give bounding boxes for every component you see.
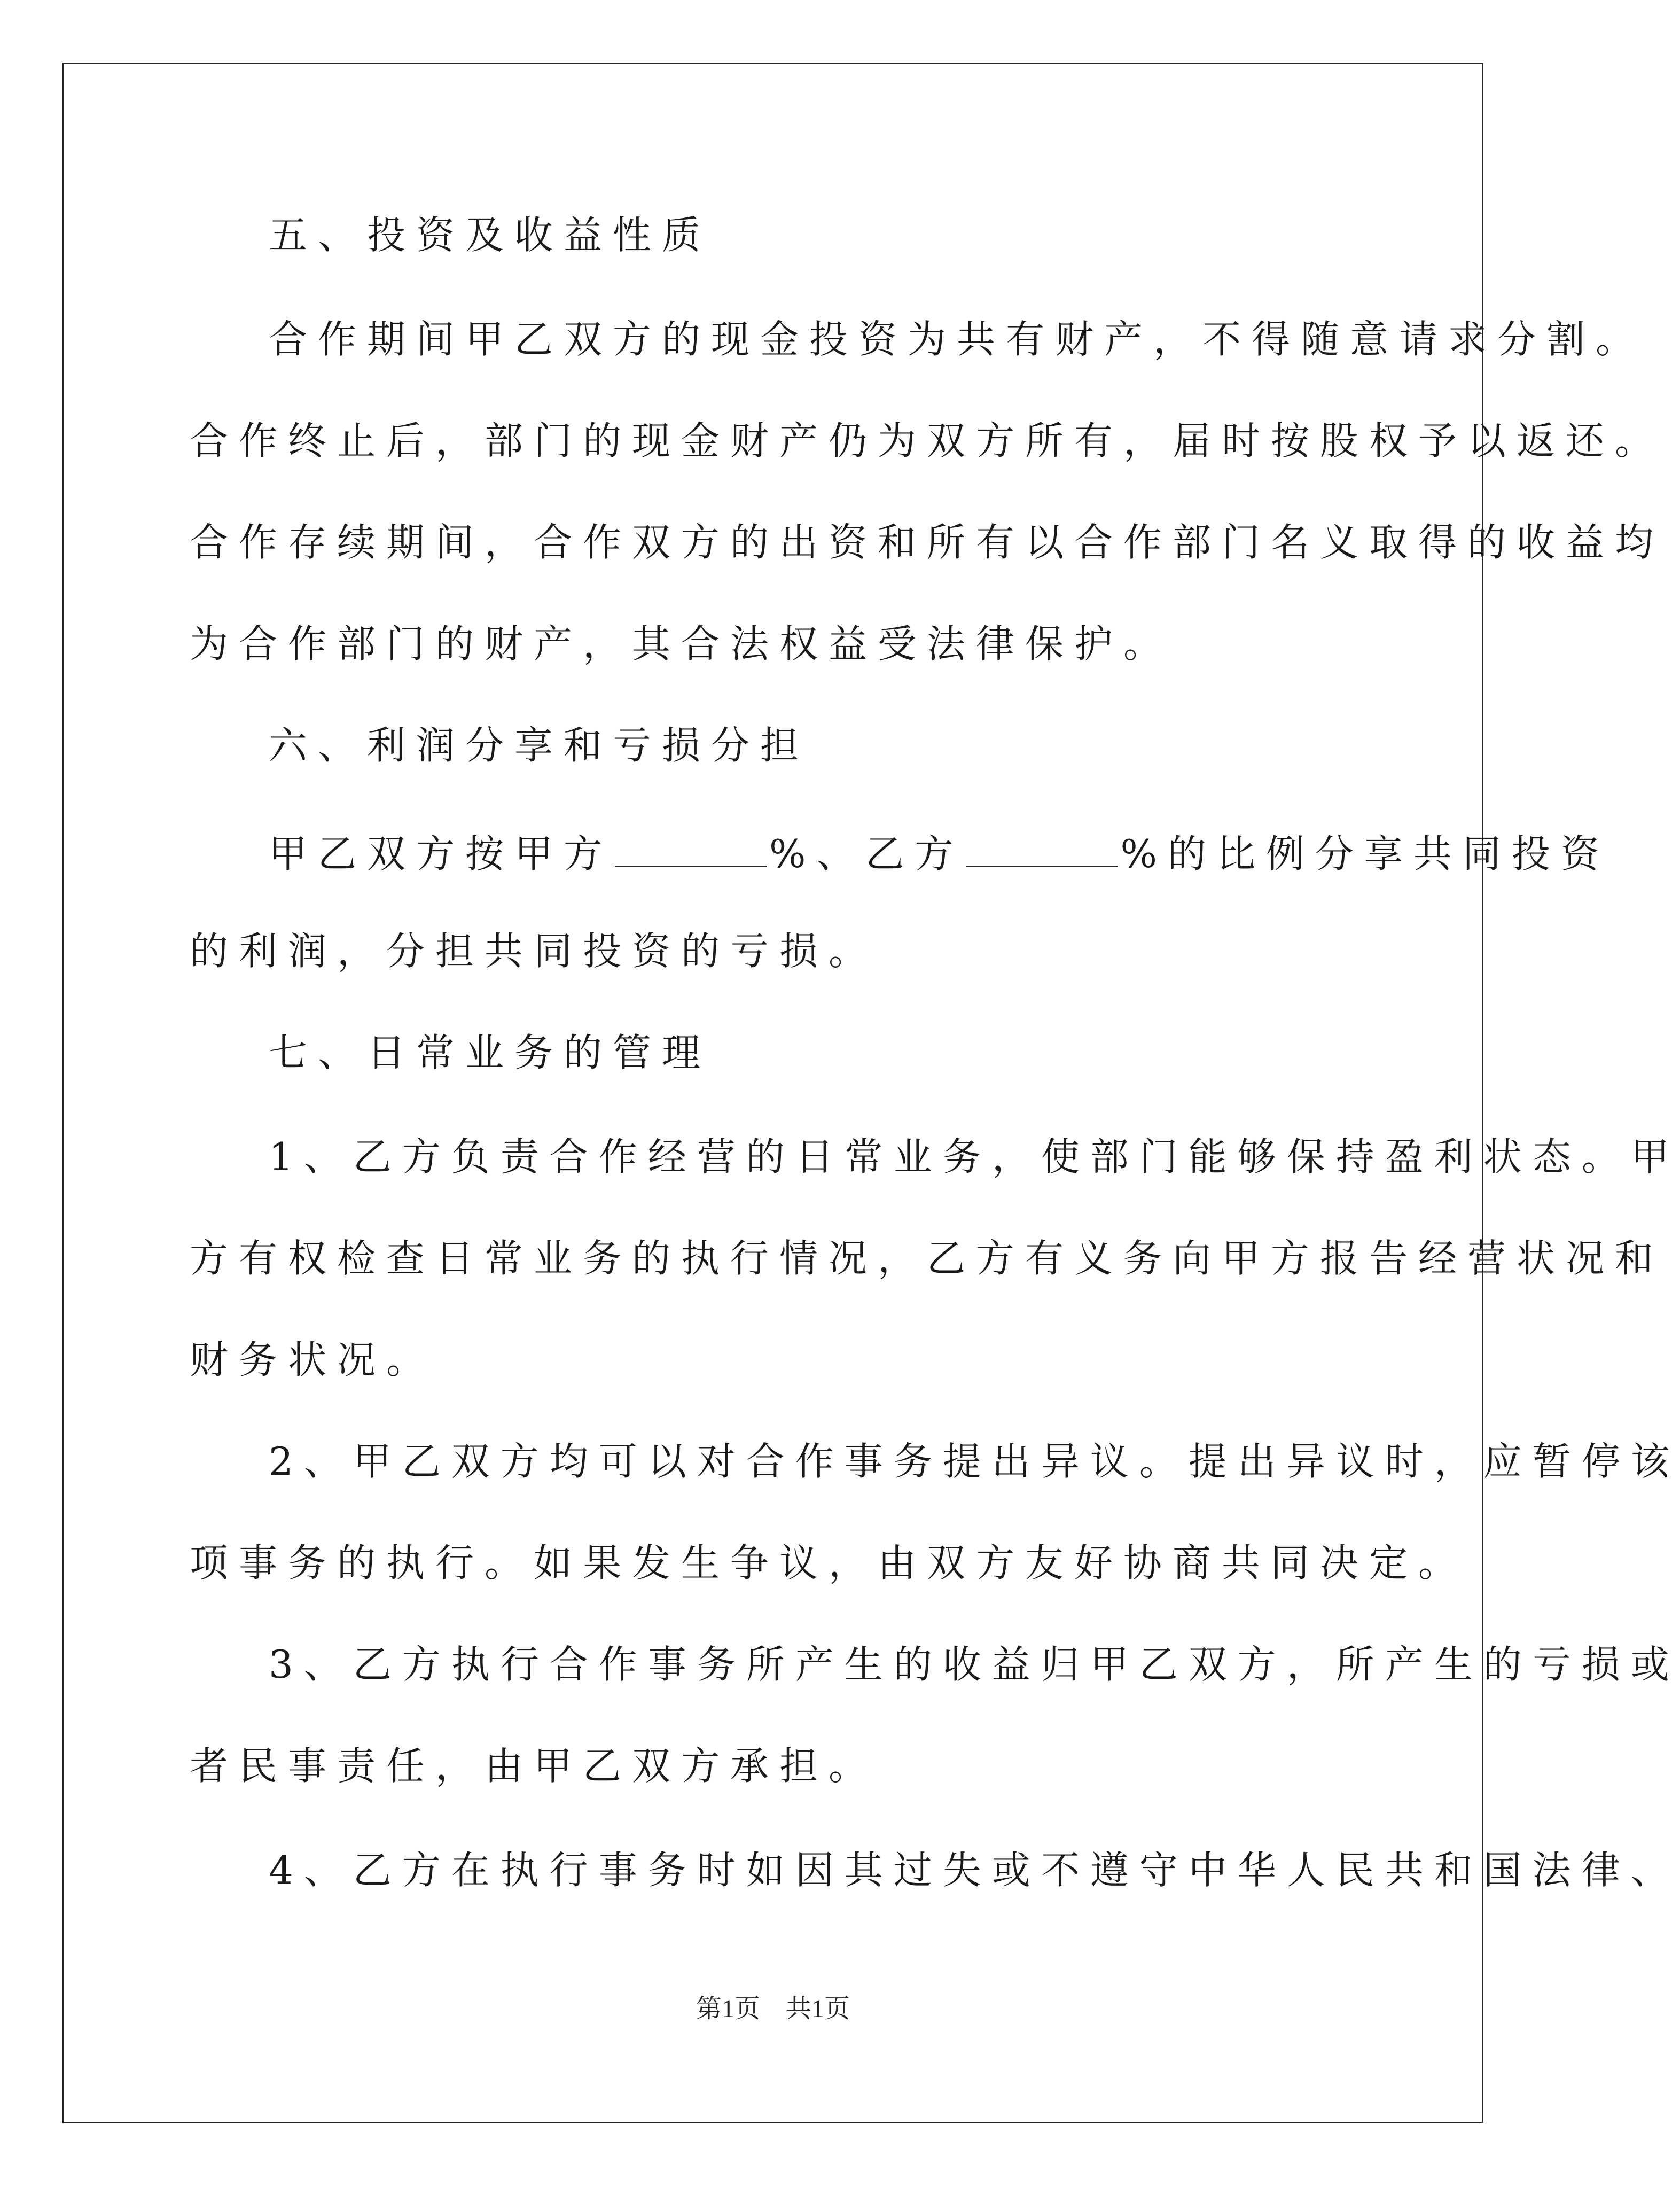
section-heading: 五、投资及收益性质	[269, 213, 712, 258]
paragraph-line: 4、乙方在执行事务时如因其过失或不遵守中华人民共和国法律、	[269, 1848, 1680, 1893]
section-heading: 六、利润分享和亏损分担	[269, 723, 810, 768]
paragraph-line: 为合作部门的财产，其合法权益受法律保护。	[190, 621, 1173, 666]
paragraph-line: 合作存续期间，合作双方的出资和所有以合作部门名义取得的收益均	[190, 520, 1665, 565]
paragraph-line: 合作期间甲乙双方的现金投资为共有财产，不得随意请求分割。	[269, 317, 1645, 362]
paragraph-text: %的比例分享共同投资	[1120, 831, 1610, 876]
section-heading: 七、日常业务的管理	[269, 1030, 712, 1075]
paragraph-line: 项事务的执行。如果发生争议，由双方友好协商共同决定。	[190, 1540, 1468, 1585]
paragraph-line: 1、乙方负责合作经营的日常业务，使部门能够保持盈利状态。甲	[269, 1134, 1680, 1179]
paragraph-line: 的利润，分担共同投资的亏损。	[190, 929, 878, 974]
page-footer: 第1页 共1页	[696, 1995, 850, 2023]
paragraph-line: 合作终止后，部门的现金财产仍为双方所有，届时按股权予以返还。	[190, 418, 1665, 463]
paragraph-text: 甲乙双方按甲方	[269, 831, 613, 876]
paragraph-line: 者民事责任，由甲乙双方承担。	[190, 1744, 878, 1788]
paragraph-line: 3、乙方执行合作事务所产生的收益归甲乙双方，所产生的亏损或	[269, 1642, 1680, 1687]
paragraph-line: 方有权检查日常业务的执行情况，乙方有义务向甲方报告经营状况和	[190, 1236, 1665, 1281]
paragraph-line: 2、甲乙双方均可以对合作事务提出异议。提出异议时，应暂停该	[269, 1439, 1680, 1484]
paragraph-text: %、乙方	[769, 831, 964, 876]
page-border	[62, 63, 1483, 2123]
paragraph-line	[269, 823, 1610, 876]
fill-blank-party-b-percent[interactable]	[966, 823, 1118, 867]
fill-blank-party-a-percent[interactable]	[615, 823, 767, 867]
paragraph-line: 财务状况。	[190, 1337, 436, 1382]
